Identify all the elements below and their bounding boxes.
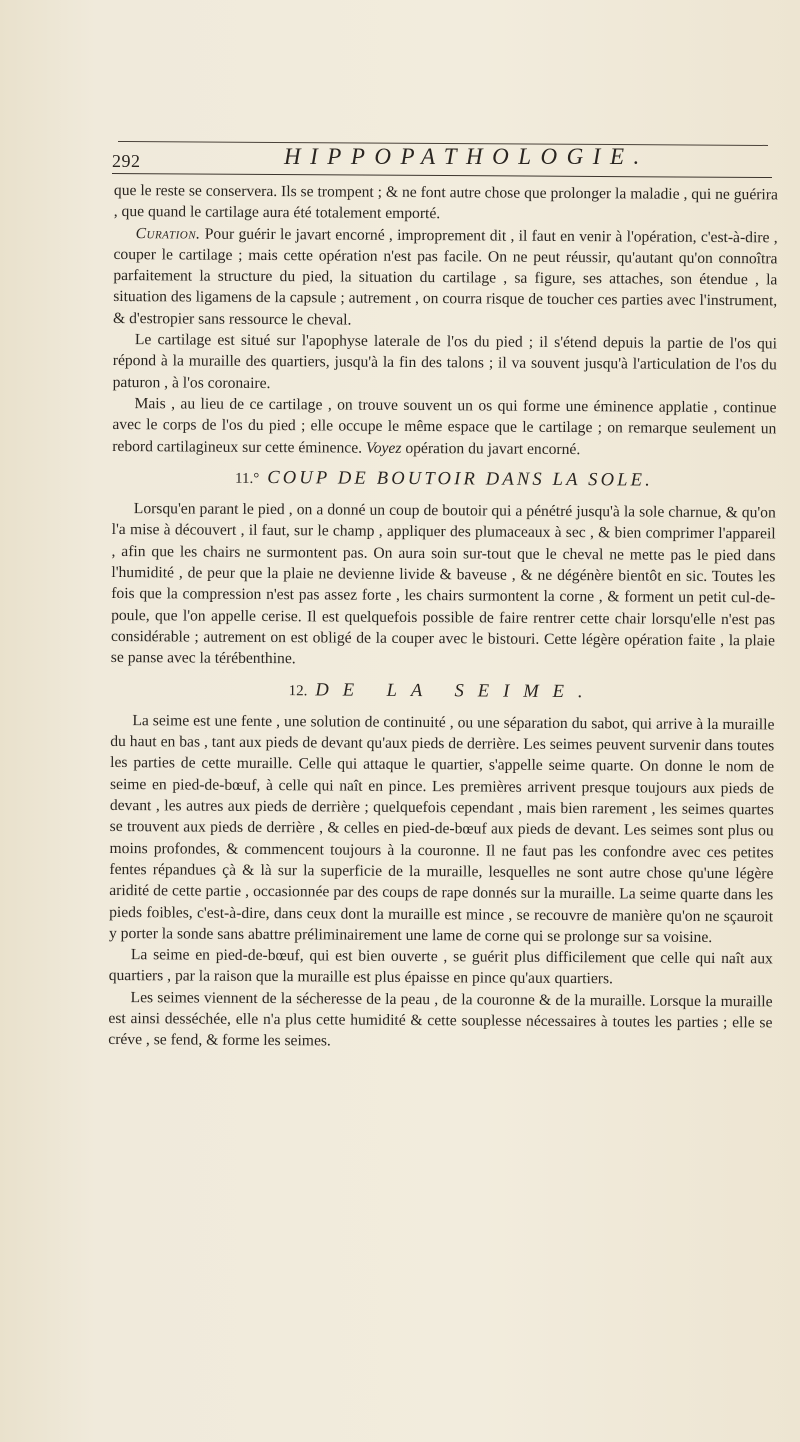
paragraph-curation [113, 223, 778, 334]
body-text [108, 180, 778, 1055]
running-title: HIPPOPATHOLOGIE. [284, 144, 649, 169]
section-number-12: 12. [288, 682, 308, 699]
paragraph-seime-pied-de-boeuf: La seime en pied-de-bœuf, qui est bien ouverte , se guérit plus difficilement que celle qui naît aux quartiers , par la raison que la muraille est plus épaisse en pince qu'aux quartiers. [108, 946, 773, 988]
section-title-11: COUP DE BOUTOIR DANS LA SOLE. [267, 467, 654, 491]
section-title-12: DE LA SEIME. [315, 679, 597, 702]
paragraph-cartilage: Le cartilage est situé sur l'apophyse laterale de l'os du pied ; il s'étend depuis la partie de l'os qui répond à la muraille des quartiers, jusqu'à la fin des talons ; il va souvent jusqu'à l'articulation de l'os du paturon , à l'os coronaire. [112, 331, 777, 392]
paragraph-boutoir: Lorsqu'en parant le pied , on a donné un coup de boutoir qui a pénétré jusqu'à la sole charnue, & qu'on l'a mise à découvert , il faut, sur le champ , appliquer des plumaceaux à sec , & bien comprimer l'appareil , afin que les chairs ne surmontent pas. On aura soin sur-tout que le cheval ne mette pas le pied dans l'humidité , de peur que la plaie ne devienne livide & baveuse , & ne dégénère bientôt en sic. Toutes les fois que la compression n'est pas assez forte , les chairs surmontent la corne , & forment un petit cul-de-poule, que l'on appelle cerise. Il est quelquefois possible de faire rentrer cette chair lorsqu'elle n'est pas considérable ; autrement on est obligé de la couper avec le bistouri. Cette légère opération faite , la plaie se panse avec la térébenthine. [110, 500, 776, 668]
curation-text: Pour guérir le javart encorné , improprement dit , il faut en venir à l'opération, c'est-à-dire , couper le cartilage ; mais cette opération n'est pas facile. On ne peut réussir, qu'autant qu'on connoîtra parfaitement la structure du pied, la situation du cartilage , sa figure, ses attaches, son étendue , la situation des ligamens de la capsule ; autrement , on courra risque de toucher ces parties avec l'instrument, & d'estropier sans ressource le cheval. [113, 225, 778, 329]
paragraph-seime-definition: La seime est une fente , une solution de continuité , ou une séparation du sabot, qui arrive à la muraille du haut en bas , tant aux pieds de devant qu'aux pieds de derrière. Les seimes peuvent survenir dans toutes les parties de cette muraille. Celle qui attaque le quartier, s'appelle seime quarte. On donne le nom de seime en pied-de-bœuf, à celle qui naît en pince. Les premières arrivent presque toujours aux pieds de devant , les autres aux pieds de derrière ; quelquefois cependant , mais bien rarement , les seimes quartes se trouvent aux pieds de derrière , & celles en pied-de-bœuf aux pieds de devant. Les seimes sont plus ou moins profondes, & commencent toujours à la couronne. Il ne faut pas les confondre avec ces petites fentes répandues çà & là sur la superficie de la muraille, lesquelles ne sont autre chose qu'une légère aridité de cette partie , occasionnée par des coups de rape donnés sur la muraille. La seime quarte dans les pieds foibles, c'est-à-dire, dans ceux dont la muraille est mince , se recouvre de manière qu'on ne sçauroit y porter la sonde sans abattre préliminairement une lame de corne qui se prolonge sur sa voisine. [108, 711, 775, 946]
eminence-text-end: opération du javart encorné. [401, 439, 581, 458]
section-heading-11 [112, 467, 776, 494]
paragraph-seime-causes: Les seimes viennent de la sécheresse de la peau , de la couronne & de la muraille. Lorsque la muraille est ainsi desséchée, elle n'a plus cette humidité & cette souplesse nécessaires à toutes les parties ; elle se créve , se fend, & forme les seimes. [108, 988, 773, 1050]
section-heading-12 [111, 679, 775, 706]
section-number-11: 11.° [234, 470, 260, 487]
paragraph-continuation: que le reste se conservera. Ils se trompent ; & ne font autre chose que prolonger la maladie , qui ne guérira , que quand le cartilage aura été totalement emporté. [113, 181, 778, 223]
curation-label: Curation. [135, 224, 201, 243]
header-rule [112, 173, 772, 178]
page-number: 292 [112, 151, 141, 171]
paragraph-eminence [112, 393, 776, 461]
voyez-link: Voyez [365, 439, 402, 457]
eminence-text: Mais , au lieu de ce cartilage , on trouve souvent un os qui forme une éminence applatie , continue avec le corps de l'os du pied ; elle occupe le même espace que le cartilage ; on remarque seulement un rebord cartilagineux sur cette éminence. [112, 395, 777, 457]
